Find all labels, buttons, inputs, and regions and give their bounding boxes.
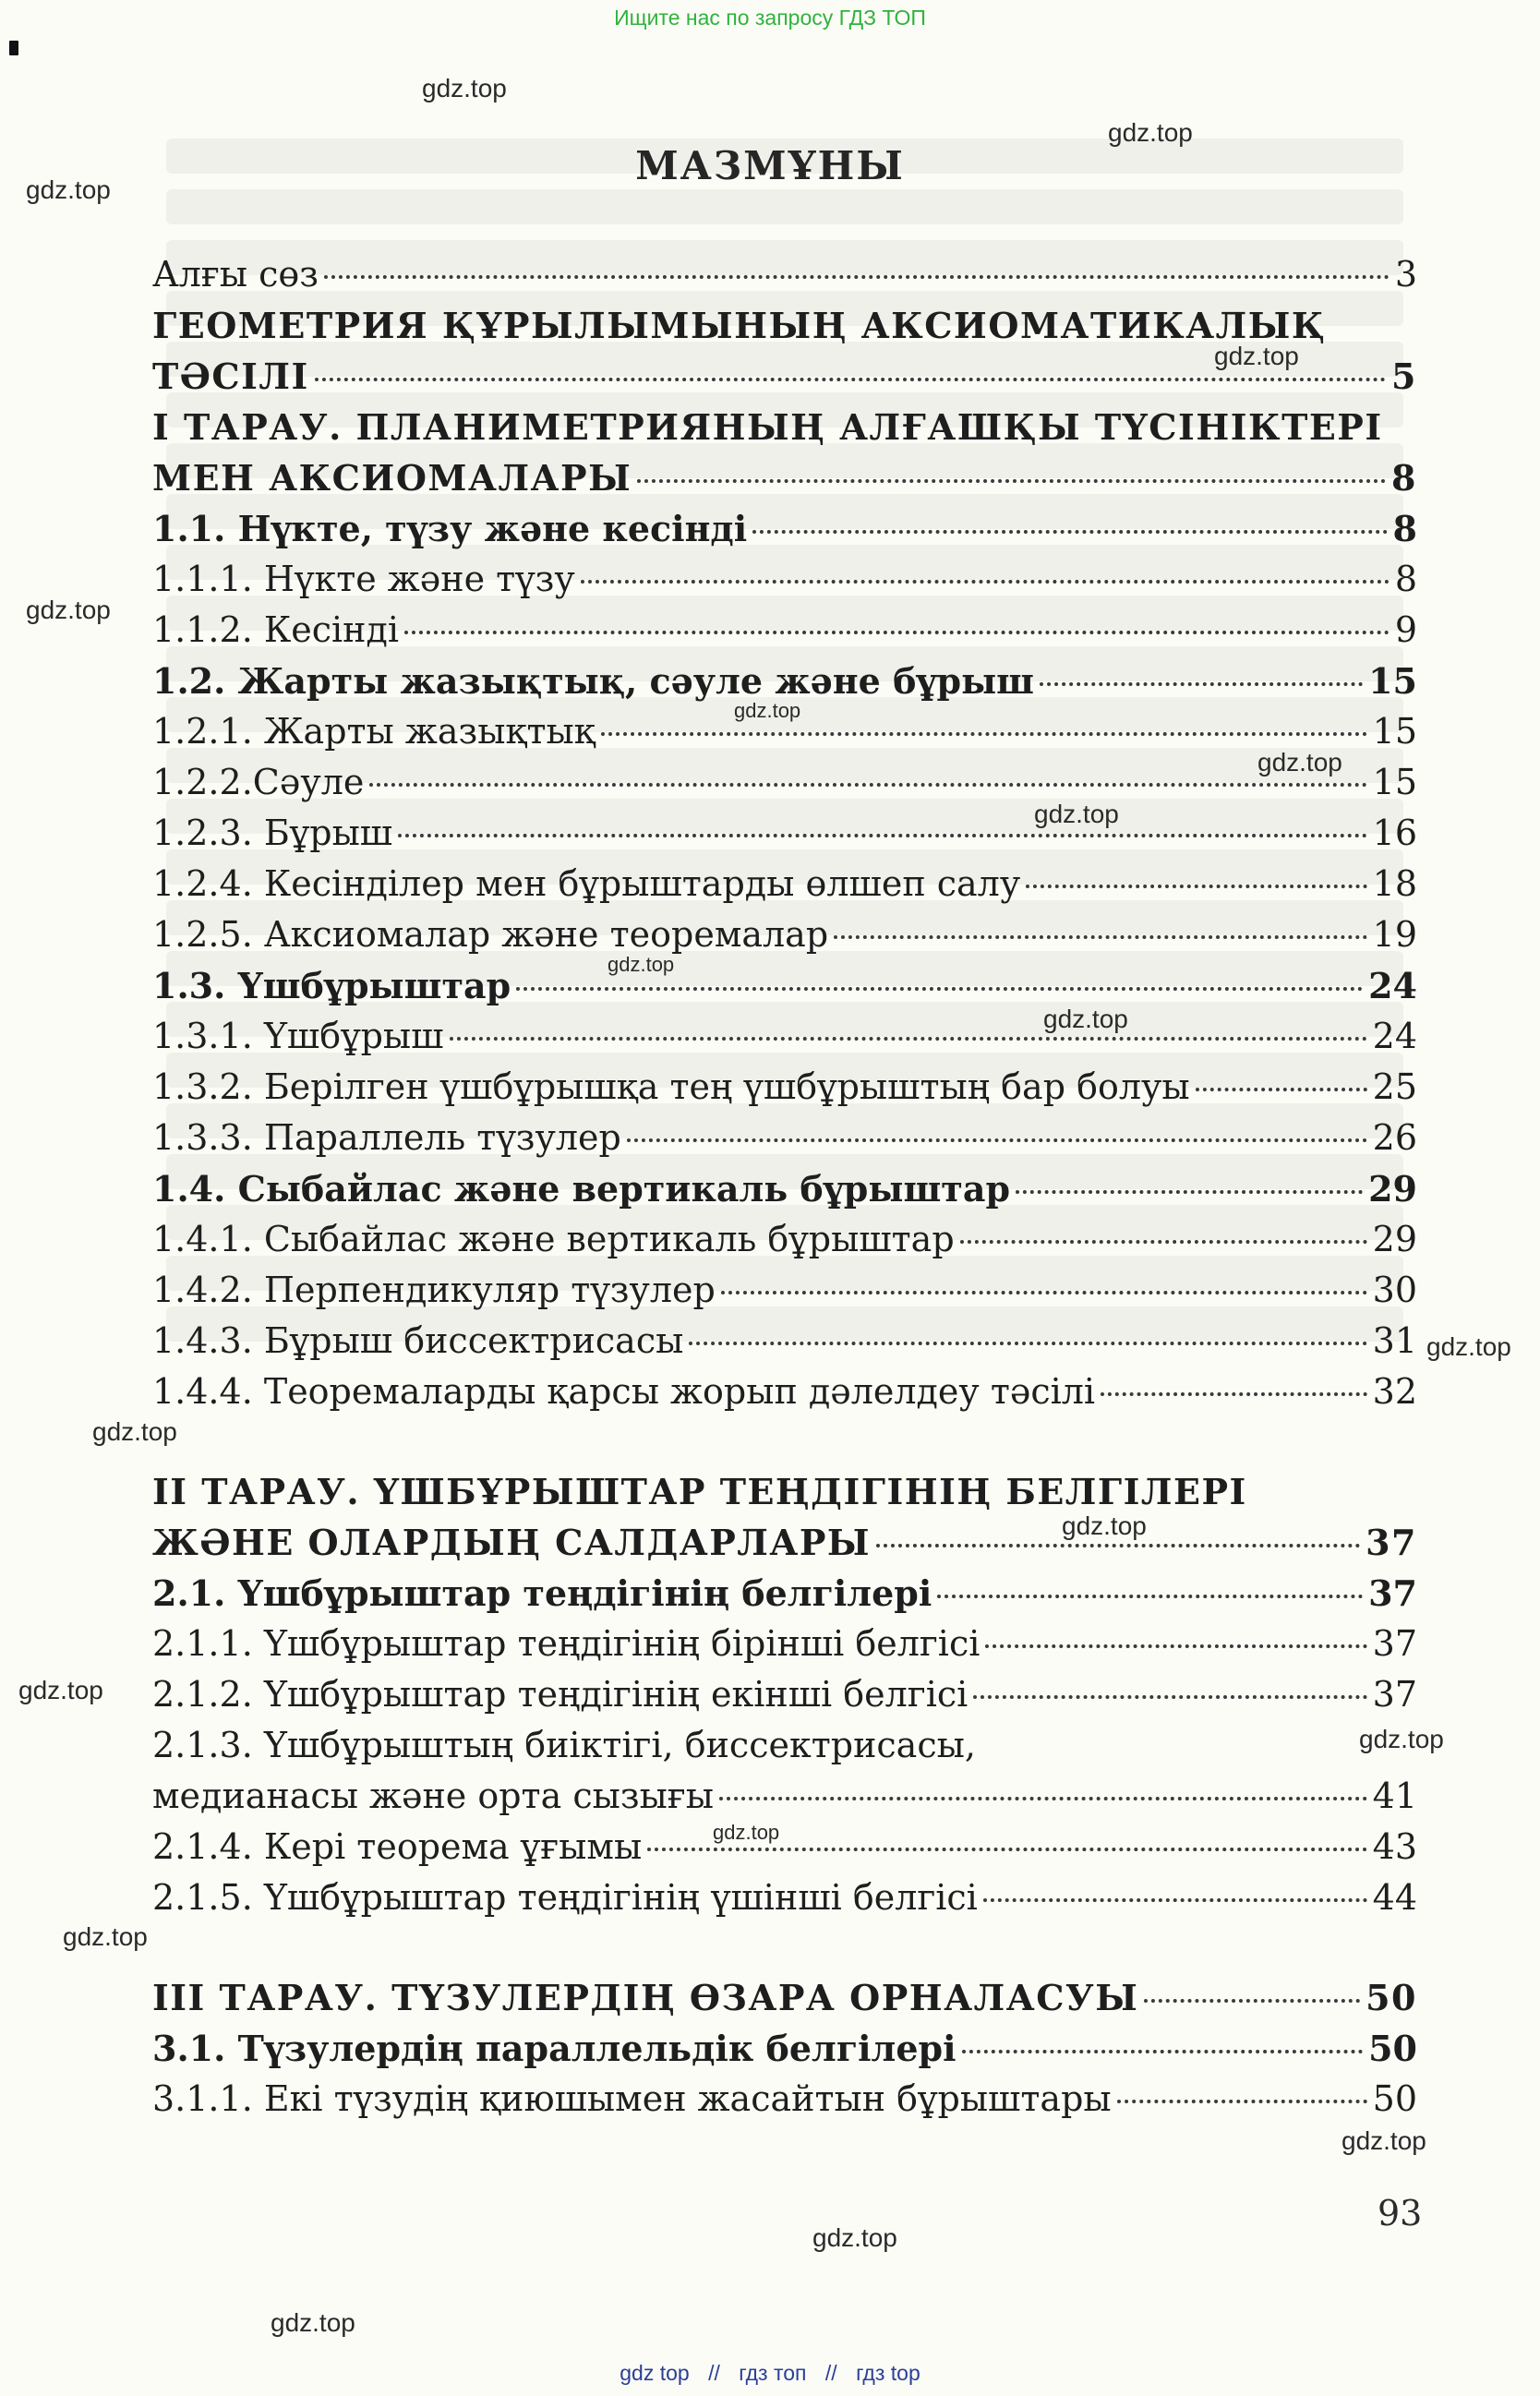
dot-leader (1016, 1190, 1363, 1194)
toc-entry-page: 41 (1372, 1776, 1417, 1816)
toc-entry-title-line: 2.1.3. Үшбұрыштың биіктігі, биссектрисасы, (152, 1725, 976, 1765)
watermark: gdz.top (1257, 748, 1342, 777)
dot-leader (601, 732, 1367, 736)
dot-leader (752, 530, 1387, 534)
toc-chapter (152, 1972, 1417, 2023)
toc-entry-page: 24 (1372, 1016, 1417, 1056)
toc-entry-page: 15 (1368, 660, 1417, 702)
toc-entry (152, 1367, 1417, 1417)
toc-section (152, 2023, 1417, 2074)
toc-entry (152, 249, 1417, 300)
toc-entry-title: 2.1.4. Кері теорема ұғымы (152, 1826, 643, 1867)
dot-leader (973, 1695, 1366, 1699)
toc-entry-page: 29 (1372, 1219, 1417, 1259)
toc-entry-page: 26 (1372, 1117, 1417, 1158)
dot-leader (627, 1138, 1367, 1142)
toc-entry-title: 1.3.2. Берілген үшбұрышқа тең үшбұрыштың бар болуы (152, 1066, 1190, 1107)
watermark: gdz.top (1043, 1005, 1128, 1033)
toc-entry-page: 25 (1372, 1066, 1417, 1107)
table-of-contents (152, 249, 1417, 2125)
toc-entry-page: 15 (1372, 711, 1417, 752)
toc-entry (152, 1062, 1417, 1113)
toc-entry (152, 1872, 1417, 1923)
watermark: gdz.top (1341, 2126, 1426, 2155)
watermark: gdz.top (92, 1417, 177, 1446)
watermark: gdz.top (812, 2223, 897, 2252)
toc-entry (152, 909, 1417, 960)
dot-leader (985, 1644, 1366, 1648)
toc-entry-title-line: І ТАРАУ. ПЛАНИМЕТРИЯНЫҢ АЛҒАШҚЫ ТҮСІНІКТЕРІ (152, 406, 1383, 448)
toc-entry-title: 3.1. Түзулердің параллельдік белгілері (152, 2028, 956, 2069)
dot-leader (516, 987, 1363, 991)
bottom-link[interactable]: gdz top (620, 2361, 690, 2385)
toc-entry-page: 50 (1368, 2028, 1417, 2069)
dot-leader (1196, 1088, 1367, 1091)
dot-leader (721, 1291, 1367, 1294)
separator: // (824, 2361, 837, 2385)
top-banner-link[interactable]: Ищите нас по запросу ГДЗ ТОП (614, 6, 926, 30)
toc-entry-title: III ТАРАУ. ТҮЗУЛЕРДІҢ ӨЗАРА ОРНАЛАСУЫ (152, 1977, 1139, 2018)
toc-entry-title-line: ЖӘНЕ ОЛАРДЫҢ САЛДАРЛАРЫ (152, 1522, 872, 1563)
toc-entry-page: 9 (1394, 609, 1417, 650)
toc-entry (152, 1011, 1417, 1062)
toc-entry-title: 1.4.3. Бұрыш биссектрисасы (152, 1320, 684, 1361)
dot-leader (834, 935, 1366, 939)
dot-leader (450, 1037, 1367, 1041)
toc-chapter (152, 402, 1417, 503)
bottom-links (0, 2356, 1540, 2390)
watermark: gdz.top (422, 74, 507, 102)
dot-leader (369, 783, 1366, 787)
toc-entry-page: 32 (1372, 1371, 1417, 1412)
toc-entry-title: 1.2.1. Жарты жазықтық (152, 711, 596, 752)
section-gap (152, 1417, 1417, 1466)
toc-entry-title: 3.1.1. Екі түзудің қиюшымен жасайтын бұрыштары (152, 2078, 1112, 2119)
toc-entry (152, 757, 1417, 808)
dot-leader (647, 1848, 1366, 1851)
toc-entry-title: 1.2. Жарты жазықтық, сәуле және бұрыш (152, 660, 1035, 702)
toc-entry-page: 31 (1372, 1320, 1417, 1361)
watermark: gdz.top (26, 175, 111, 204)
toc-entry-page: 8 (1394, 559, 1417, 599)
toc-entry-title: 1.2.2.Сәуле (152, 762, 365, 802)
toc-entry-title-line: медианасы және орта сызығы (152, 1776, 714, 1816)
separator: // (708, 2361, 720, 2385)
toc-entry (152, 1720, 1417, 1822)
toc-entry-title: 1.2.4. Кесінділер мен бұрыштарды өлшеп салу (152, 863, 1021, 904)
toc-entry-page: 5 (1391, 355, 1417, 397)
toc-entry-title: 2.1.1. Үшбұрыштар теңдігінің бірінші белгісі (152, 1623, 981, 1664)
dot-leader (719, 1797, 1367, 1800)
toc-entry-page: 16 (1372, 813, 1417, 853)
toc-entry (152, 1822, 1417, 1872)
toc-entry-title: 1.4. Сыбайлас және вертикаль бұрыштар (152, 1168, 1011, 1210)
dot-leader (398, 834, 1367, 837)
toc-section (152, 960, 1417, 1011)
dot-leader (1101, 1392, 1367, 1396)
toc-entry-page: 37 (1366, 1522, 1417, 1563)
toc-entry-title: 1.3.3. Параллель түзулер (152, 1117, 621, 1158)
toc-entry-page: 8 (1392, 508, 1417, 549)
dot-leader (1040, 682, 1363, 686)
toc-entry-title: 1.2.3. Бұрыш (152, 813, 393, 853)
toc-entry-title: 1.1.2. Кесінді (152, 609, 400, 650)
watermark: gdz.top (713, 1821, 780, 1844)
toc-entry-page: 37 (1368, 1572, 1417, 1614)
dot-leader (581, 580, 1390, 584)
dot-leader (637, 479, 1386, 483)
dot-leader (1026, 885, 1366, 888)
dot-leader (962, 2050, 1364, 2053)
dot-leader (1117, 2100, 1367, 2103)
dot-leader (689, 1342, 1366, 1345)
toc-entry (152, 1265, 1417, 1316)
bottom-link[interactable]: гдз топ (739, 2361, 807, 2385)
toc-entry (152, 859, 1417, 909)
toc-entry-page: 24 (1368, 965, 1417, 1006)
toc-entry-title: 2.1. Үшбұрыштар теңдігінің белгілері (152, 1572, 932, 1614)
bottom-link[interactable]: гдз top (856, 2361, 920, 2385)
toc-entry-page: 3 (1394, 254, 1417, 295)
watermark: gdz.top (1426, 1332, 1511, 1361)
watermark: gdz.top (26, 596, 111, 624)
toc-entry-title: 1.3.1. Үшбұрыш (152, 1016, 444, 1056)
watermark: gdz.top (608, 953, 675, 976)
toc-entry-page: 29 (1368, 1168, 1417, 1210)
toc-entry-page: 43 (1372, 1826, 1417, 1867)
dot-leader (960, 1240, 1367, 1244)
toc-entry-title: 1.1.1. Нүкте және түзу (152, 559, 575, 599)
toc-entry-title: 1.3. Үшбұрыштар (152, 965, 511, 1006)
page-title: МАЗМҰНЫ (635, 143, 905, 188)
watermark: gdz.top (271, 2308, 355, 2337)
section-gap (152, 1923, 1417, 1972)
toc-entry-title: 1.4.4. Теоремаларды қарсы жорып дәлелдеу тәсілі (152, 1371, 1096, 1412)
watermark: gdz.top (1062, 1511, 1147, 1540)
watermark: gdz.top (18, 1676, 103, 1704)
toc-entry-page: 37 (1372, 1623, 1417, 1664)
toc-entry-page: 37 (1372, 1674, 1417, 1715)
watermark: gdz.top (734, 699, 801, 722)
dot-leader (324, 275, 1390, 279)
toc-entry-page: 50 (1372, 2078, 1417, 2119)
watermark: gdz.top (1108, 118, 1193, 147)
toc-entry (152, 1669, 1417, 1720)
dot-leader (983, 1898, 1367, 1902)
toc-entry-title: 1.1. Нүкте, түзу және кесінді (152, 508, 748, 549)
toc-entry-page: 30 (1372, 1270, 1417, 1310)
dot-leader (315, 378, 1386, 381)
toc-section (152, 1163, 1417, 1214)
toc-entry-title: 2.1.5. Үшбұрыштар теңдігінің үшінші белгісі (152, 1877, 978, 1918)
toc-entry (152, 808, 1417, 859)
watermark: gdz.top (1359, 1725, 1444, 1753)
toc-section (152, 1568, 1417, 1619)
toc-entry (152, 605, 1417, 656)
toc-section (152, 503, 1417, 554)
toc-entry-page: 19 (1372, 914, 1417, 955)
toc-entry-title: 1.4.2. Перпендикуляр түзулер (152, 1270, 716, 1310)
corner-mark (9, 41, 18, 55)
toc-entry (152, 1113, 1417, 1163)
dot-leader (876, 1544, 1360, 1547)
toc-entry (152, 1619, 1417, 1669)
toc-entry (152, 554, 1417, 605)
toc-entry-page: 15 (1372, 762, 1417, 802)
watermark: gdz.top (1034, 800, 1119, 828)
toc-entry-title-line: МЕН АКСИОМАЛАРЫ (152, 457, 632, 499)
toc-entry-page: 50 (1366, 1977, 1417, 2018)
toc-entry-title: Алғы сөз (152, 254, 319, 295)
toc-entry-title: 1.2.5. Аксиомалар және теоремалар (152, 914, 829, 955)
toc-entry (152, 1214, 1417, 1265)
page-number: 93 (1378, 2193, 1423, 2233)
toc-entry-title: 2.1.2. Үшбұрыштар теңдігінің екінші белгісі (152, 1674, 969, 1715)
toc-entry-page: 44 (1372, 1877, 1417, 1918)
toc-entry-title-line: ТӘСІЛІ (152, 355, 309, 397)
watermark: gdz.top (63, 1922, 148, 1951)
dot-leader (1144, 1999, 1360, 2003)
toc-entry-title-line: ГЕОМЕТРИЯ ҚҰРЫЛЫМЫНЫҢ АКСИОМАТИКАЛЫҚ (152, 305, 1327, 346)
dot-leader (404, 631, 1390, 634)
toc-entry (152, 2074, 1417, 2125)
toc-entry-page: 18 (1372, 863, 1417, 904)
toc-entry-page: 8 (1391, 457, 1417, 499)
toc-chapter (152, 1466, 1417, 1568)
toc-entry-title: 1.4.1. Сыбайлас және вертикаль бұрыштар (152, 1219, 955, 1259)
dot-leader (937, 1595, 1363, 1598)
toc-entry-title-line: II ТАРАУ. ҮШБҰРЫШТАР ТЕҢДІГІНІҢ БЕЛГІЛЕРІ (152, 1471, 1247, 1512)
watermark: gdz.top (1214, 342, 1299, 370)
toc-entry (152, 1316, 1417, 1367)
